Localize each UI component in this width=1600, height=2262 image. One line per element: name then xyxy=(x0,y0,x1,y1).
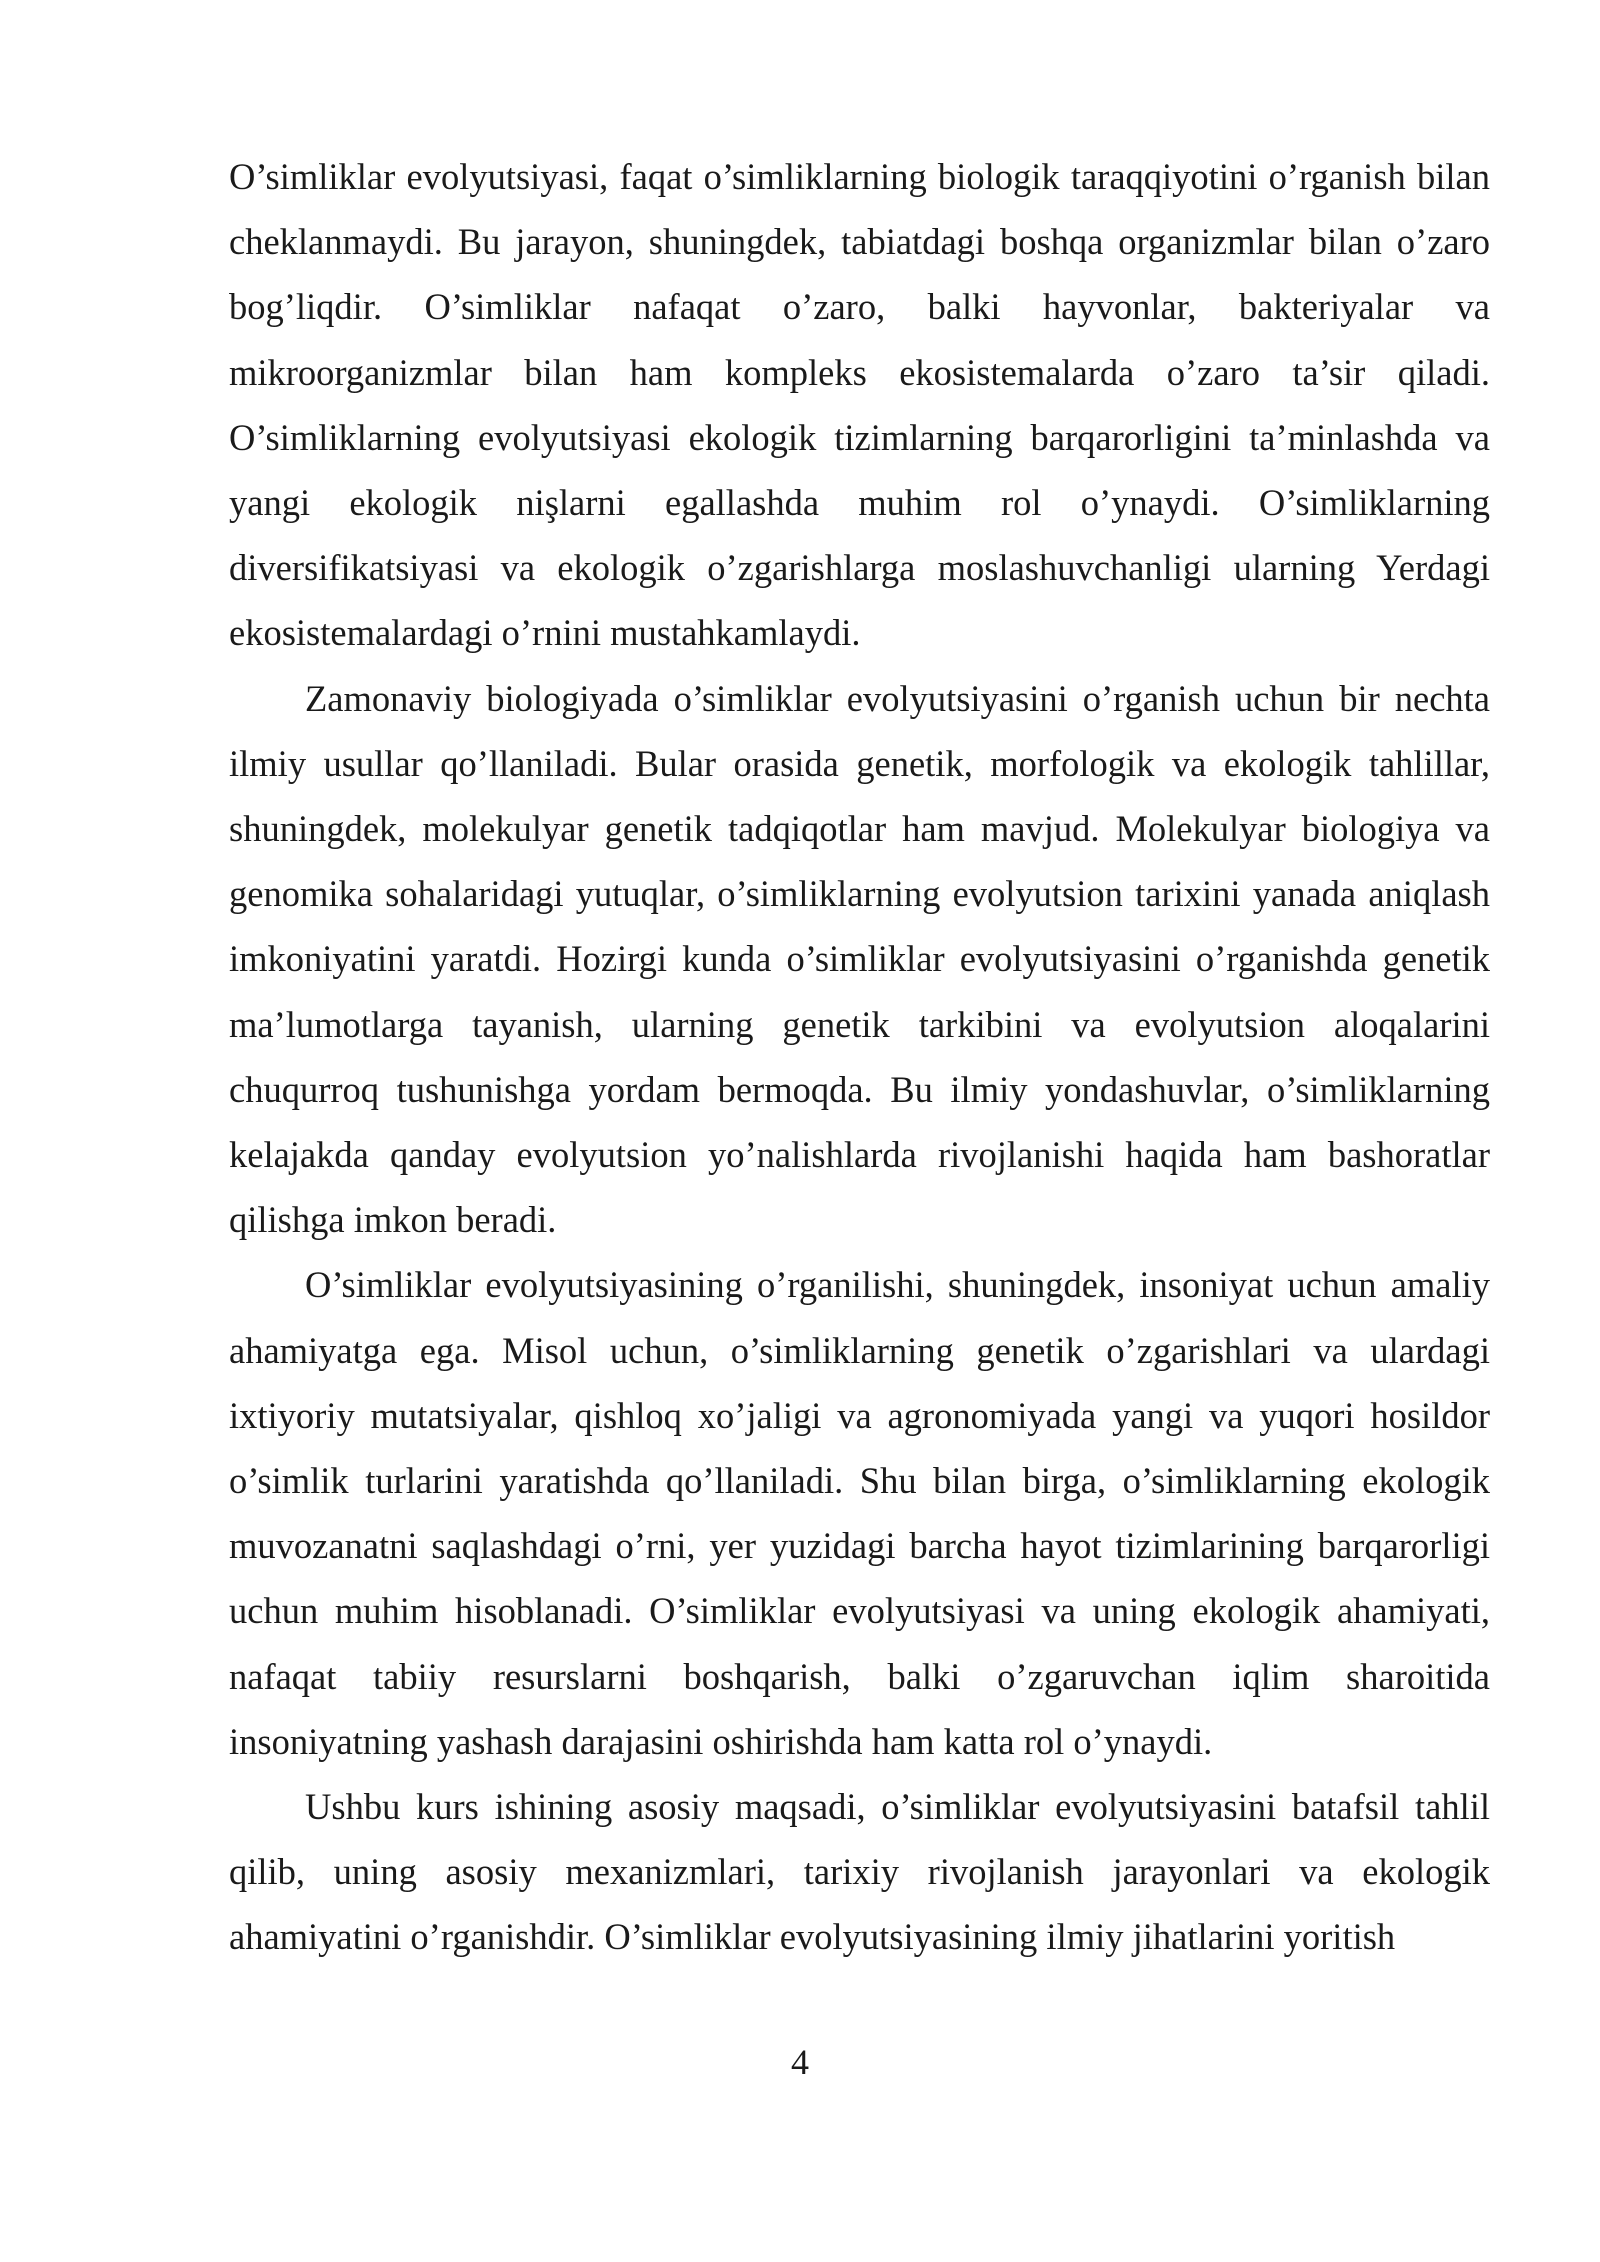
paragraph-4: Ushbu kurs ishining asosiy maqsadi, o’simliklar evolyutsiyasini batafsil tahlil qilib, uning asosiy mexanizmlari, tarixiy rivojlanish jarayonlari va ekologik ahamiyatini o’rganishdir. O’simliklar evolyutsiyasining ilmiy jihatlarini yoritish xyxy=(229,1786,1490,1958)
body-text xyxy=(229,144,1490,1970)
paragraph-2: Zamonaviy biologiyada o’simliklar evolyutsiyasini o’rganish uchun bir nechta ilmiy usullar qo’llaniladi. Bular orasida genetik, morfologik va ekologik tahlillar, shuningdek, molekulyar genetik tadqiqotlar ham mavjud. Molekulyar biologiya va genomika sohalaridagi yutuqlar, o’simliklarning evolyutsion tarixini yanada aniqlash imkoniyatini yaratdi. Hozirgi kunda o’simliklar evolyutsiyasini o’rganishda genetik ma’lumotlarga tayanish, ularning genetik tarkibini va evolyutsion aloqalarini chuqurroq tushunishga yordam bermoqda. Bu ilmiy yondashuvlar, o’simliklarning kelajakda qanday evolyutsion yo’nalishlarda rivojlanishi haqida ham bashoratlar qilishga imkon beradi. xyxy=(229,677,1490,1241)
paragraph-3: O’simliklar evolyutsiyasining o’rganilishi, shuningdek, insoniyat uchun amaliy ahamiyatga ega. Misol uchun, o’simliklarning genetik o’zgarishlari va ulardagi ixtiyoriy mutatsiyalar, qishloq xo’jaligi va agronomiyada yangi va yuqori hosildor o’simlik turlarini yaratishda qo’llaniladi. Shu bilan birga, o’simliklarning ekologik muvozanatni saqlashdagi o’rni, yer yuzidagi barcha hayot tizimlarining barqarorligi uchun muhim hisoblanadi. O’simliklar evolyutsiyasi va uning ekologik ahamiyati, nafaqat tabiiy resurslarni boshqarish, balki o’zgaruvchan iqlim sharoitida insoniyatning yashash darajasini oshirishda ham katta rol o’ynaydi. xyxy=(229,1264,1490,1762)
paragraph-1: O’simliklar evolyutsiyasi, faqat o’simliklarning biologik taraqqiyotini o’rganish bilan cheklanmaydi. Bu jarayon, shuningdek, tabiatdagi boshqa organizmlar bilan o’zaro bog’liqdir. O’simliklar nafaqat o’zaro, balki hayvonlar, bakteriyalar va mikroorganizmlar bilan ham kompleks ekosistemalarda o’zaro ta’sir qiladi. O’simliklarning evolyutsiyasi ekologik tizimlarning barqarorligini ta’minlashda va yangi ekologik nişlarni egallashda muhim rol o’ynaydi. O’simliklarning diversifikatsiyasi va ekologik o’zgarishlarga moslashuvchanligi ularning Yerdagi ekosistemalardagi o’rnini mustahkamlaydi. xyxy=(229,156,1490,654)
page-number: 4 xyxy=(791,2042,809,2082)
